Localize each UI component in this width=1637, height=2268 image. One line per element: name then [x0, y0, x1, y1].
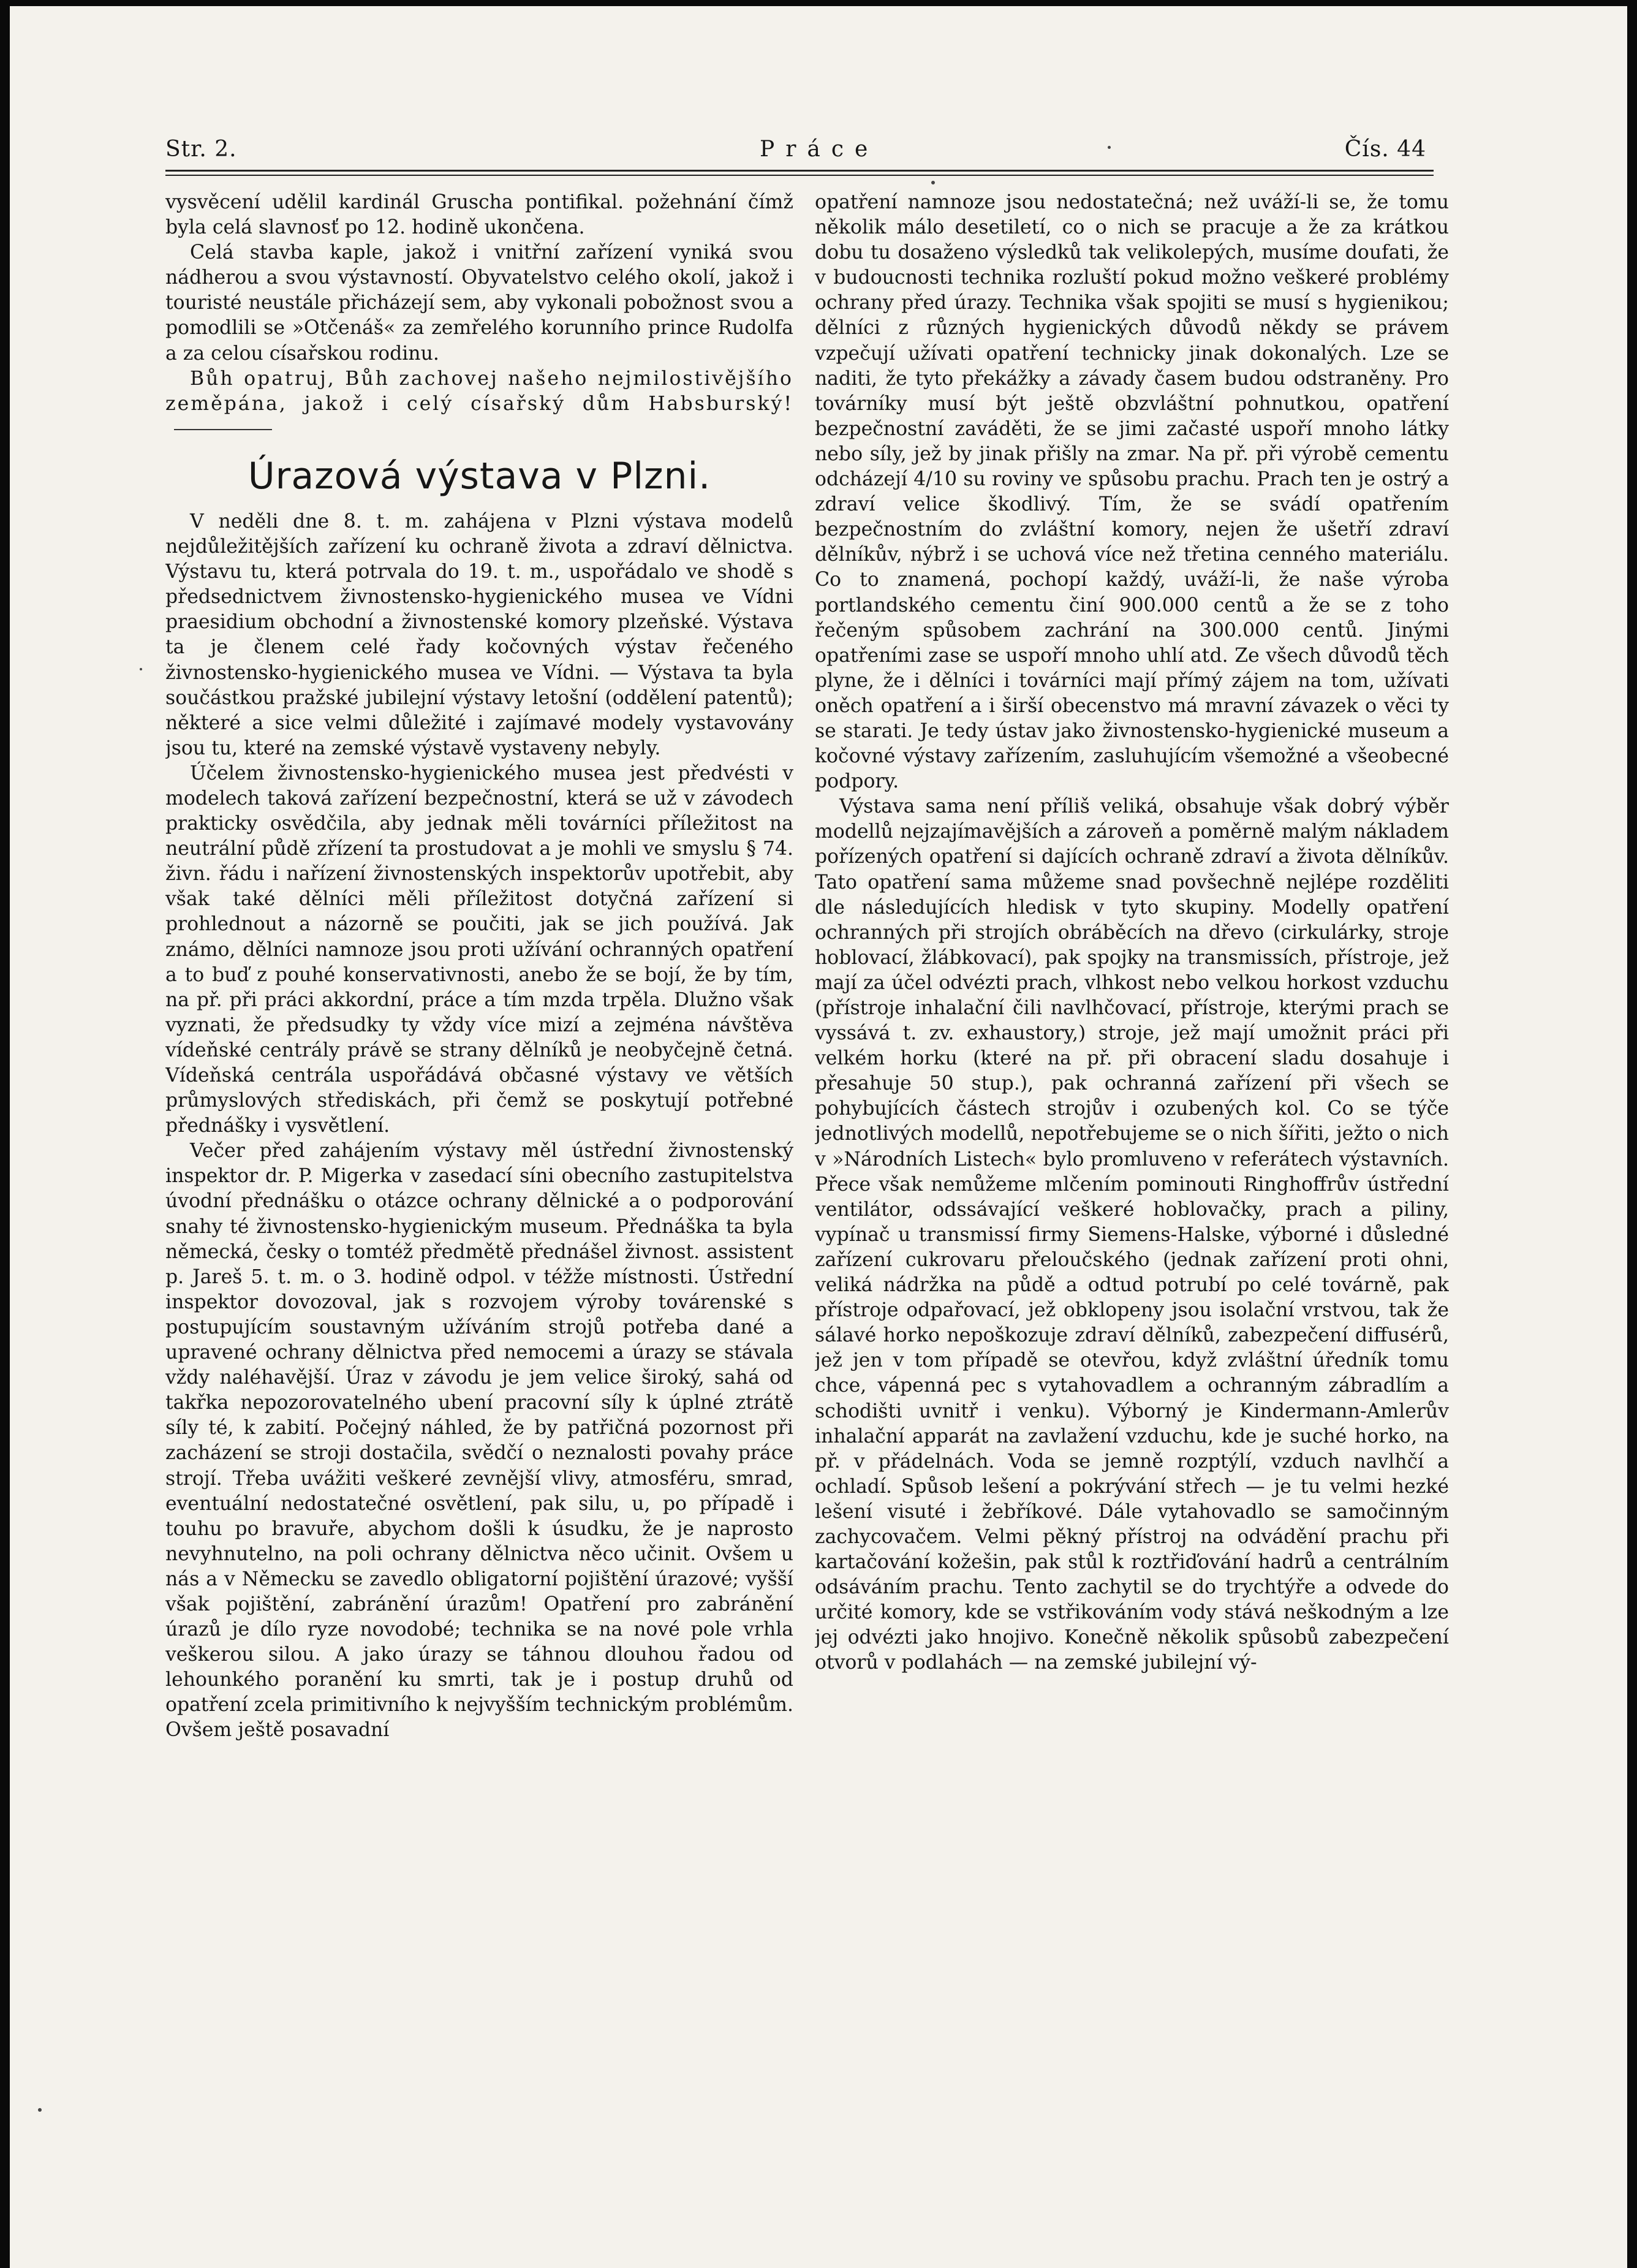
text-columns [165, 190, 1449, 2228]
newspaper-page [116, 132, 1449, 2228]
paragraph: vysvěcení udělil kardinál Gruscha pontifikal. požehnání čímž byla celá slavnosť po 12. hodině ukončena. [165, 191, 793, 239]
scan-border-right [1627, 0, 1637, 2268]
right-column [815, 190, 1449, 2228]
left-column [165, 190, 793, 2228]
scan-speck [38, 2108, 42, 2112]
paragraph: V neděli dne 8. t. m. zahájena v Plzni výstava modelů nejdůležitějších zařízení ku ochraně života a zdraví dělnictva. Výstavu tu, která potrvala do 19. t. m., uspořádalo ve shodě s předsednictvem živnostensko-hygienického musea ve Vídni praesidium obchodní a živnostenské komory plzeňské. Výstava ta je členem celé řady kočovných výstav řečeného živnostensko-hygienického musea ve Vídni. — Výstava ta byla součástkou pražské jubilejní výstavy letošní (oddělení patentů); některé a sice velmi důležité i zajímavé modely vystavovány jsou tu, které na zemské výstavě vystaveny nebyly. [165, 510, 793, 759]
section-divider [174, 429, 272, 430]
page-number: Str. 2. [165, 137, 237, 162]
scan-speck [140, 668, 142, 670]
scan-border-left [0, 0, 10, 2268]
closing-prayer [165, 366, 793, 442]
paragraph: opatření namnoze jsou nedostatečná; než uváží-li se, že tomu několik málo desetiletí, co o nich se pracuje a že za krátkou dobu tu dosaženo výsledků tak velikolepých, musíme doufati, že v budoucnosti technika rozluští pokud možno veškeré problémy ochrany před úrazy. Technika však spojiti se musí s hygienikou; dělníci z různých hygienických důvodů někdy se právem vzpečují užívati opatření technicky jinak dokonalých. Lze se naditi, že tyto překážky a závady časem budou odstraněny. Pro továrníky musí být ještě obzvláštní pohnutkou, opatření bezpečnostní zaváděti, že se jimi začasté uspoří mnoho látky nebo síly, jež by jinak přišly na zmar. Na př. při výrobě cementu odcházejí 4/10 su roviny ve spůsobu prachu. Prach ten je ostrý a zdraví velice škodlivý. Tím, že se svádí opatřením bezpečnostním do zvláštní komory, nejen že ušetří zdraví dělníkův, nýbrž i se uchová více než třetina cenného materiálu. Co to znamená, pochopí každý, uváží-li, že naše výroba portlandského cementu činí 900.000 centů a že se z toho řečeným spůsobem zachrání na 300.000 centů. Jinými opatřeními zase se uspoří mnoho uhlí atd. Ze všech důvodů těch plyne, že i dělníci i továrníci mají přímý zájem na tom, užívati oněch opatření a i širší obecenstvo má mravní závazek o věci ty se starati. Je tedy ústav jako živnostensko-hygienické museum a kočovné výstavy zařízením, zasluhujícím všemožné a všeobecné podpory. [815, 191, 1449, 793]
article-title: Úrazová výstava v Plzni. [248, 454, 711, 498]
closing-prayer-text: Bůh opatruj, Bůh zachovej našeho nejmilostivějšího zeměpána, jakož i celý císařský dům Habsburský! [165, 367, 793, 415]
header-rule [165, 170, 1434, 172]
journal-title: Práce [760, 137, 879, 162]
page-header [116, 132, 1434, 169]
header-rule-thin [165, 175, 1434, 176]
issue-number: Čís. 44 [1344, 137, 1426, 162]
paragraph: Večer před zahájením výstavy měl ústřední živnostenský inspektor dr. P. Migerka v zasedací síni obecního zastupitelstva úvodní přednášku o otázce ochrany dělnické a o podporování snahy té živnostensko-hygienickým museum. Přednáška ta byla německá, česky o tomtéž předmětě přednášel živnost. assistent p. Jareš 5. t. m. o 3. hodině odpol. v téžže místnosti. Ústřední inspektor dovozoval, jak s rozvojem výroby továrenské s postupujícím soustavným užíváním strojů potřeba dané a upravené ochrany dělnictva před nemocemi a úrazy se stávala vždy naléhavější. Úraz v závodu je jem velice široký, sahá od takřka nepozorovatelného ubení pracovní síly k úplné ztrátě síly té, k zabití. Počejný náhled, že by patřičná pozornost při zacházení se stroji dostačila, svědčí o neznalosti povahy práce strojí. Třeba uvážiti veškeré zevnější vlivy, atmosféru, smrad, eventuální nedostatečné osvětlení, pak silu, u, po případě i touhu po bravuře, abychom došli k úsudku, že je naprosto nevyhnutelno, na poli ochrany dělnictva něco učinit. Ovšem u nás a v Německu se zavedlo obligatorní pojištění úrazové; vyšší však pojištění, zabránění úrazům! Opatření pro zabránění úrazů je dílo ryze novodobé; technika se na nové pole vrhla veškerou silou. A jako úrazy se táhnou dlouhou řadou od lehounkého poranění ku smrti, tak je i postup druhů od opatření zcela primitivního k nejvyšším technickým problémům. Ovšem ještě posavadní [165, 1140, 793, 1742]
paragraph: Účelem živnostensko-hygienického musea jest předvésti v modelech taková zařízení bezpečnostní, která se už v závodech prakticky osvědčila, aby jednak měli továrníci příležitost na neutrální půdě zřízení ta prostudovat a je mohli ve smyslu § 74. živn. řádu i nařízení živnostenských inspektorův upotřebit, aby však také dělníci měli příležitost dotyčná zařízení si prohlednout a názorně se poučiti, jak se jich používá. Jak známo, dělníci namnoze jsou proti užívání ochranných opatření a to buď z pouhé konservativnosti, anebo že se bojí, že by tím, na př. při práci akkordní, práce a tím mzda trpěla. Dlužno však vyznati, že předsudky ty vždy více mizí a zejména návštěva vídeňské centrály právě se strany dělníků je neobyčejně četná. Vídeňská centrála uspořádává občasné výstavy ve větších průmyslových střediskách, při čemž se poskytují potřebné přednášky i vysvětlení. [165, 762, 793, 1137]
paragraph: Celá stavba kaple, jakož i vnitřní zařízení vyniká svou nádherou a svou výstavností. Obyvatelstvo celého okolí, jakož i touristé neustále přicházejí sem, aby vykonali pobožnost svou a pomodlili se »Otčenáš« za zemřelého korunního prince Rudolfa a za celou císařskou rodinu. [165, 241, 793, 365]
scan-border-top [0, 0, 1637, 6]
scan-speck [931, 181, 935, 184]
paragraph: Výstava sama není příliš veliká, obsahuje však dobrý výběr modellů nejzajímavějších a zároveň a poměrně malým nákladem pořízených opatření si dajících ochraně zdraví a života dělníkův. Tato opatření sama můžeme snad povšechně nejlépe rozděliti dle následujících hledisk v tyto skupiny. Modelly opatření ochranných při strojích obráběcích na dřevo (cirkulárky, stroje hoblovací, žlábkovací), pak spojky na transmissích, přístroje, jež mají za účel odvézti prach, vlhkost nebo velkou horkost vzduchu (přístroje inhalační čili navlhčovací, přístroje, kterými prach se vyssává t. zv. exhaustory,) stroje, jež mají umožnit práci při velkém horku (které na př. při obracení sladu dosahuje i přesahuje 50 stup.), pak ochranná zařízení při všech se pohybujících částech strojův i ozubených kol. Co se týče jednotlivých modellů, nepotřebujeme se o nich šířiti, ježto o nich v »Národních Listech« bylo promluveno v referátech výstavních. Přece však nemůžeme mlčením pominouti Ringhoffrův ústřední ventilátor, odssávající veškeré hoblovačky, prach a piliny, vypínač u transmissí firmy Siemens-Halske, výborné i důsledné zařízení cukrovaru přeloučského (jednak zařízení proti ohni, veliká nádržka na půdě a odtud potrubí po celé továrně, pak přístroje odpařovací, jež obklopeny jsou isolační vrstvou, tak že sálavé horko nepoškozuje zdraví dělníků, zabezpečení diffusérů, jež jen v tom případě se otevřou, když zvláštní úředník tomu chce, vápenná pec s vytahovadlem a ochranným zábradlím a schodišti uvnitř i venku). Výborný je Kindermann-Amlerův inhalační apparát na zavlažení vzduchu, kde je suché horko, na př. v přádelnách. Voda se jemně rozptýlí, vzduch navlhčí a ochladí. Spůsob lešení a pokrývání střech — je tu velmi hezké lešení visuté i žebříkové. Dále vytahovadlo se samočinným zachycovačem. Velmi pěkný přístroj na odvádění prachu při kartačování kožešin, pak stůl k roztřiďování hadrů a centrálním odsáváním prachu. Tento zachytil se do trychtýře a odvede do určité komory, kde se vstřikováním vody stává neškodným a lze jej odvézti jako hnojivo. Konečně několik spůsobů zabezpečení otvorů v podlahách — na zemské jubilejní vý- [815, 795, 1449, 1674]
scan-speck [1108, 146, 1111, 149]
